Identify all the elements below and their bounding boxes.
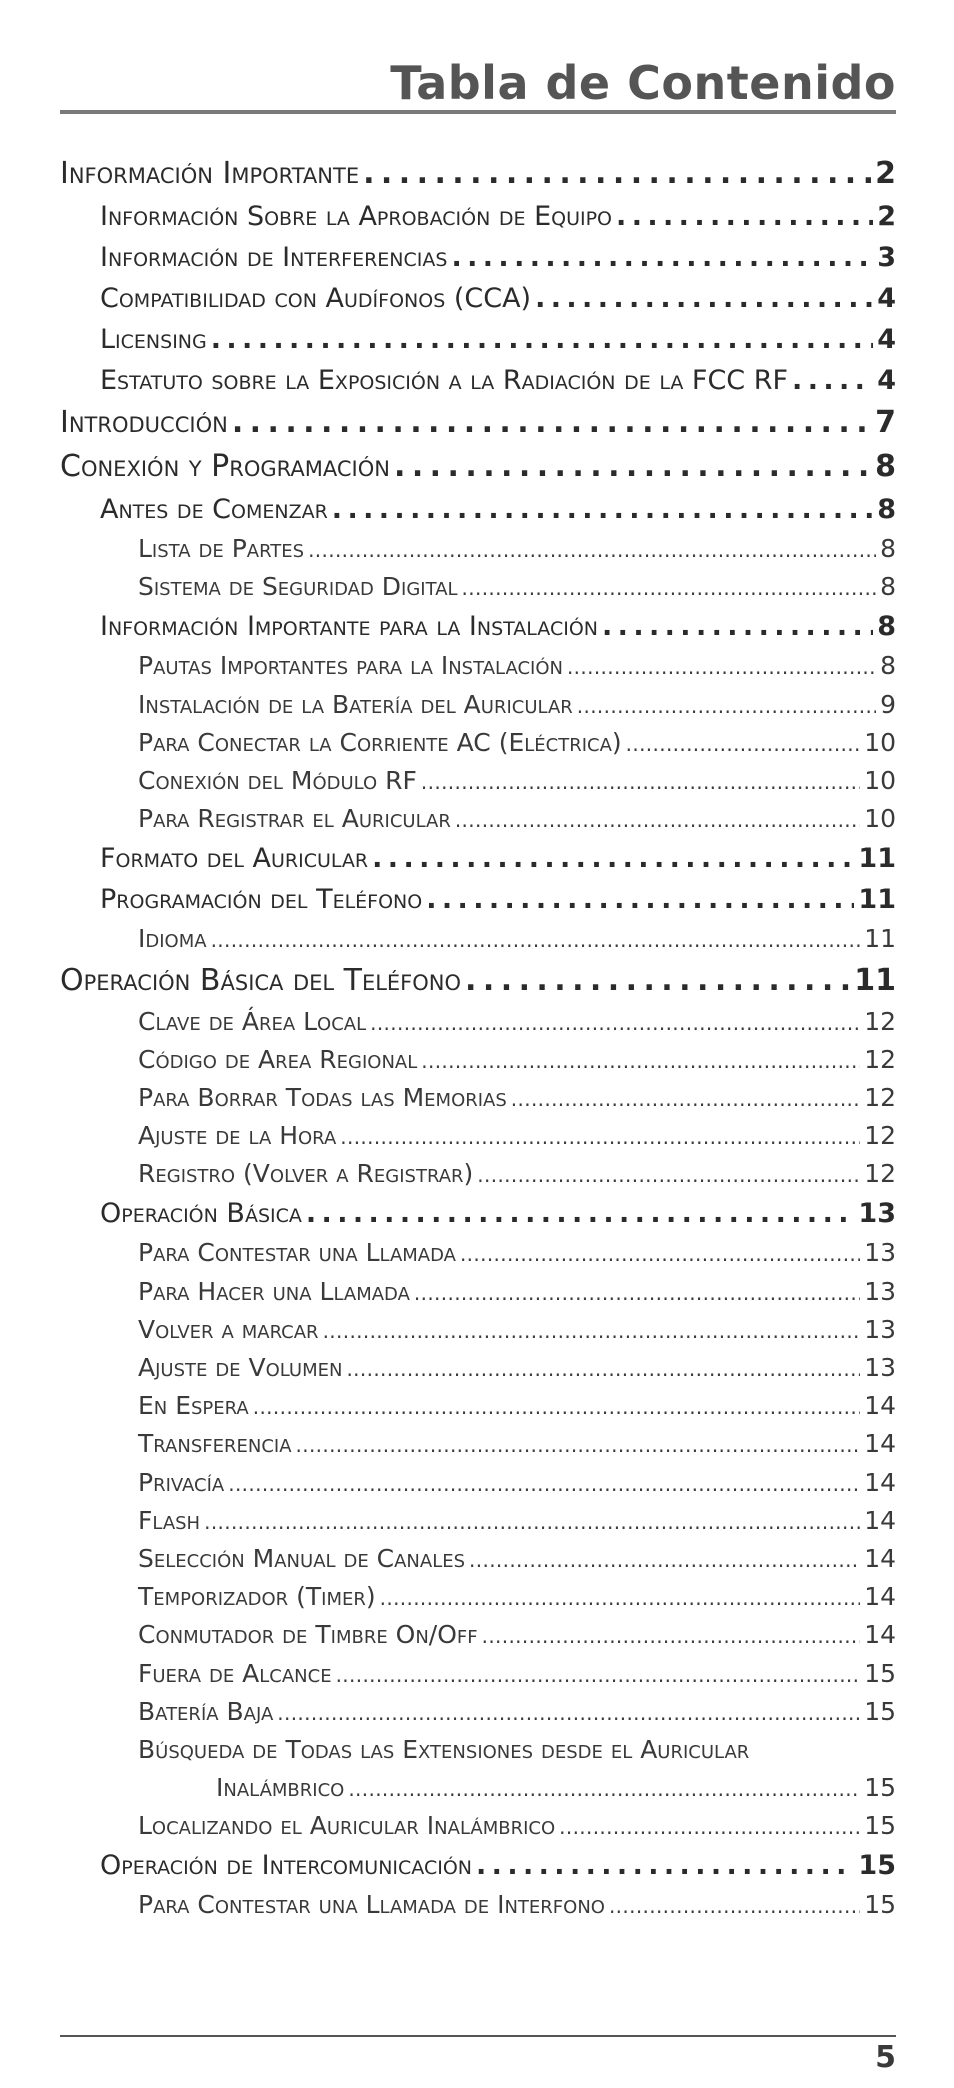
toc-page-number: 2 — [877, 201, 896, 232]
toc-entry[interactable] — [60, 1655, 896, 1693]
page-title: Tabla de Contenido — [390, 56, 896, 110]
toc-entry-title: Estatuto sobre la Exposición a la Radiación de la FCC RF — [100, 365, 789, 396]
toc-entry-title: Batería Baja — [138, 1696, 274, 1726]
toc-entry[interactable] — [60, 800, 896, 838]
toc-page-number: 14 — [864, 1467, 896, 1497]
dot-leader — [559, 1807, 860, 1846]
toc-entry[interactable] — [60, 920, 896, 958]
toc-entry-title: Introducción — [60, 405, 228, 440]
toc-entry-title: Compatibilidad con Audífonos (CCA) — [100, 283, 532, 314]
toc-entry-title: Temporizador (Timer) — [138, 1582, 376, 1612]
toc-entry-title: Antes de Comenzar — [100, 494, 328, 525]
dot-leader — [332, 489, 873, 530]
toc-entry[interactable] — [60, 445, 896, 489]
toc-entry-title: Información Importante — [60, 156, 360, 191]
toc-page-number: 14 — [864, 1543, 896, 1573]
toc-page-number: 15 — [864, 1773, 896, 1803]
toc-entry[interactable] — [60, 1234, 896, 1272]
toc-entry-title: Licensing — [100, 324, 207, 355]
dot-leader — [626, 724, 861, 763]
dot-leader — [476, 1845, 854, 1886]
toc-entry[interactable] — [60, 686, 896, 724]
toc-entry-title: Privacía — [138, 1467, 225, 1497]
toc-page-number: 15 — [864, 1890, 896, 1920]
toc-page-number: 8 — [880, 572, 896, 602]
toc-page-number: 14 — [864, 1620, 896, 1650]
toc-entry[interactable] — [60, 724, 896, 762]
page-number: 5 — [875, 2040, 896, 2075]
dot-leader — [380, 1578, 861, 1617]
dot-leader — [421, 1041, 860, 1080]
toc-entry[interactable] — [60, 1425, 896, 1463]
toc-page-number: 11 — [858, 884, 896, 916]
toc-entry-title: Para Hacer una Llamada — [138, 1276, 410, 1306]
toc-entry[interactable] — [60, 152, 896, 196]
toc-page-number: 14 — [864, 1391, 896, 1421]
toc-page-number: 11 — [864, 924, 896, 954]
toc-entry-title: Transferencia — [138, 1429, 292, 1459]
toc-entry[interactable] — [60, 647, 896, 685]
toc-entry-title: Información Sobre la Aprobación de Equipo — [100, 201, 613, 232]
toc-page-number: 10 — [864, 765, 896, 795]
toc-entry-title: Pautas Importantes para la Instalación — [138, 651, 563, 681]
toc-entry[interactable] — [60, 360, 896, 401]
dot-leader — [340, 1117, 860, 1156]
toc-entry-title-line1: Búsqueda de Todas las Extensiones desde el Auricular — [138, 1734, 750, 1764]
dot-leader — [426, 879, 854, 920]
toc-entry[interactable] — [60, 237, 896, 278]
dot-leader — [535, 278, 873, 319]
toc-entry[interactable] — [60, 1041, 896, 1079]
dot-leader — [462, 568, 877, 607]
toc-entry-title: Información de Interferencias — [100, 242, 448, 273]
toc-entry[interactable] — [60, 606, 896, 647]
toc-entry-title: Información Importante para la Instalación — [100, 611, 599, 643]
toc-entry-title: Localizando el Auricular Inalámbrico — [138, 1811, 556, 1841]
toc-entry[interactable] — [60, 489, 896, 530]
dot-leader — [370, 1003, 860, 1042]
toc-entry-title: Operación Básica — [100, 1198, 302, 1230]
toc-page-number: 10 — [864, 804, 896, 834]
toc-page-number: 12 — [864, 1044, 896, 1074]
dot-leader — [211, 319, 873, 360]
toc-page-number: 8 — [880, 534, 896, 563]
dot-leader — [511, 1079, 860, 1118]
toc-page-number: 15 — [864, 1696, 896, 1726]
toc-entry[interactable] — [60, 1155, 896, 1193]
toc-entry-title: Operación Básica del Teléfono — [60, 962, 462, 998]
toc-entry[interactable] — [60, 1502, 896, 1540]
toc-entry-title: Instalación de la Batería del Auricular — [138, 689, 573, 719]
toc-page-number: 13 — [864, 1353, 896, 1382]
dot-leader — [414, 1273, 860, 1312]
dot-leader — [482, 1616, 861, 1655]
toc-entry-title: Selección Manual de Canales — [138, 1543, 466, 1573]
toc-entry-title: Sistema de Seguridad Digital — [138, 572, 458, 602]
toc-page-number: 9 — [880, 689, 896, 719]
dot-leader — [348, 1769, 860, 1808]
toc-entry[interactable] — [60, 1387, 896, 1425]
dot-leader — [792, 360, 873, 401]
toc-page-number: 8 — [877, 611, 896, 643]
dot-leader — [616, 196, 873, 237]
toc-entry[interactable] — [60, 838, 896, 879]
toc-entry[interactable] — [60, 1193, 896, 1234]
toc-entry-title: Para Contestar una Llamada de Interfono — [138, 1890, 605, 1920]
toc-page-number: 10 — [864, 727, 896, 757]
dot-leader — [336, 1655, 861, 1694]
toc-entry-title: Para Conectar la Corriente AC (Eléctrica) — [138, 727, 622, 757]
toc-page-number: 11 — [858, 843, 896, 875]
toc-entry-title: Conexión y Programación — [60, 449, 390, 484]
dot-leader — [421, 762, 860, 801]
toc-entry-title: Programación del Teléfono — [100, 884, 423, 916]
toc-entry-title: Formato del Auricular — [100, 843, 369, 875]
toc-page-number: 15 — [858, 1850, 896, 1882]
toc-page-number: 4 — [877, 283, 896, 314]
toc-entry[interactable] — [60, 1117, 896, 1155]
dot-leader — [465, 959, 850, 1003]
toc-entry[interactable] — [60, 1540, 896, 1578]
toc-entry-title: Conmutador de Timbre On/Off — [138, 1620, 478, 1650]
table-of-contents — [60, 152, 896, 1925]
toc-entry[interactable] — [60, 1349, 896, 1387]
toc-entry-title: Flash — [138, 1505, 201, 1535]
toc-page-number: 12 — [864, 1121, 896, 1151]
dot-leader — [609, 1886, 860, 1925]
toc-entry-title: Fuera de Alcance — [138, 1658, 332, 1688]
dot-leader — [477, 1155, 860, 1194]
dot-leader — [460, 1234, 860, 1273]
dot-leader — [228, 1464, 860, 1503]
toc-entry[interactable] — [60, 1886, 896, 1924]
toc-page-number: 15 — [864, 1658, 896, 1688]
toc-page-number: 8 — [880, 651, 896, 681]
dot-leader — [277, 1693, 860, 1732]
toc-entry[interactable] — [60, 319, 896, 360]
toc-page-number: 14 — [864, 1505, 896, 1535]
toc-entry[interactable] — [60, 1464, 896, 1502]
toc-entry[interactable] — [60, 401, 896, 445]
toc-entry[interactable] — [60, 959, 896, 1003]
dot-leader — [253, 1387, 860, 1426]
toc-page-number: 8 — [875, 449, 896, 484]
toc-entry[interactable] — [60, 530, 896, 568]
toc-entry[interactable] — [60, 1769, 896, 1807]
toc-entry-title: En Espera — [138, 1391, 249, 1421]
toc-entry-title: Registro (Volver a Registrar) — [138, 1159, 474, 1189]
toc-entry[interactable] — [60, 1807, 896, 1845]
dot-leader — [346, 1349, 860, 1388]
toc-page-number: 13 — [864, 1276, 896, 1306]
dot-leader — [306, 1193, 855, 1234]
toc-entry-title: Código de Area Regional — [138, 1044, 418, 1074]
toc-entry[interactable] — [60, 1311, 896, 1349]
toc-page-number: 14 — [864, 1582, 896, 1612]
dot-leader — [469, 1540, 860, 1579]
dot-leader — [577, 686, 876, 725]
toc-page-number: 12 — [864, 1082, 896, 1112]
toc-entry-title: Ajuste de Volumen — [138, 1353, 343, 1382]
toc-entry[interactable] — [60, 1616, 896, 1654]
toc-page-number: 4 — [877, 365, 896, 396]
toc-entry-title: Inalámbrico — [216, 1773, 345, 1803]
toc-entry[interactable] — [60, 1693, 896, 1731]
toc-entry-title: Operación de Intercomunicación — [100, 1850, 472, 1882]
dot-leader — [308, 530, 876, 569]
dot-leader — [296, 1425, 861, 1464]
toc-page-number: 8 — [877, 494, 896, 525]
dot-leader — [455, 800, 860, 839]
toc-page-number: 2 — [875, 156, 896, 191]
toc-entry[interactable] — [60, 278, 896, 319]
toc-entry-title: Ajuste de la Hora — [138, 1121, 337, 1151]
dot-leader — [323, 1311, 861, 1350]
toc-page-number: 7 — [875, 405, 896, 440]
dot-leader — [232, 401, 871, 445]
header-divider — [60, 110, 896, 114]
toc-entry[interactable] — [60, 1003, 896, 1041]
toc-entry-title: Para Registrar el Auricular — [138, 804, 451, 834]
toc-page-number: 4 — [877, 324, 896, 355]
toc-entry[interactable] — [60, 196, 896, 237]
toc-entry-title: Para Borrar Todas las Memorias — [138, 1082, 507, 1112]
dot-leader — [204, 1502, 860, 1541]
toc-entry[interactable] — [60, 568, 896, 606]
toc-entry[interactable] — [60, 1079, 896, 1117]
footer-divider — [60, 2035, 896, 2037]
toc-page-number: 15 — [864, 1811, 896, 1841]
dot-leader — [567, 647, 876, 686]
toc-entry-title: Idioma — [138, 924, 207, 954]
toc-entry[interactable] — [60, 1845, 896, 1886]
dot-leader — [363, 152, 871, 196]
toc-page-number: 14 — [864, 1429, 896, 1459]
dot-leader — [211, 920, 861, 959]
toc-page-number: 12 — [864, 1159, 896, 1189]
toc-page-number: 11 — [854, 962, 896, 998]
toc-page-number: 12 — [864, 1006, 896, 1036]
toc-entry[interactable] — [60, 762, 896, 800]
toc-page-number: 13 — [864, 1314, 896, 1344]
toc-page-number: 13 — [858, 1198, 896, 1230]
toc-entry-title: Conexión del Módulo RF — [138, 765, 417, 795]
toc-entry-title: Clave de Área Local — [138, 1006, 367, 1036]
toc-entry[interactable] — [60, 879, 896, 920]
toc-entry-title: Para Contestar una Llamada — [138, 1238, 456, 1268]
dot-leader — [372, 838, 854, 879]
toc-page-number: 13 — [864, 1238, 896, 1268]
toc-entry-title: Volver a marcar — [138, 1314, 319, 1344]
dot-leader — [394, 445, 871, 489]
toc-page-number: 3 — [877, 242, 896, 273]
toc-entry-title: Lista de Partes — [138, 534, 305, 563]
toc-entry[interactable] — [60, 1578, 896, 1616]
dot-leader — [602, 606, 873, 647]
dot-leader — [451, 237, 873, 278]
toc-entry[interactable] — [60, 1273, 896, 1311]
